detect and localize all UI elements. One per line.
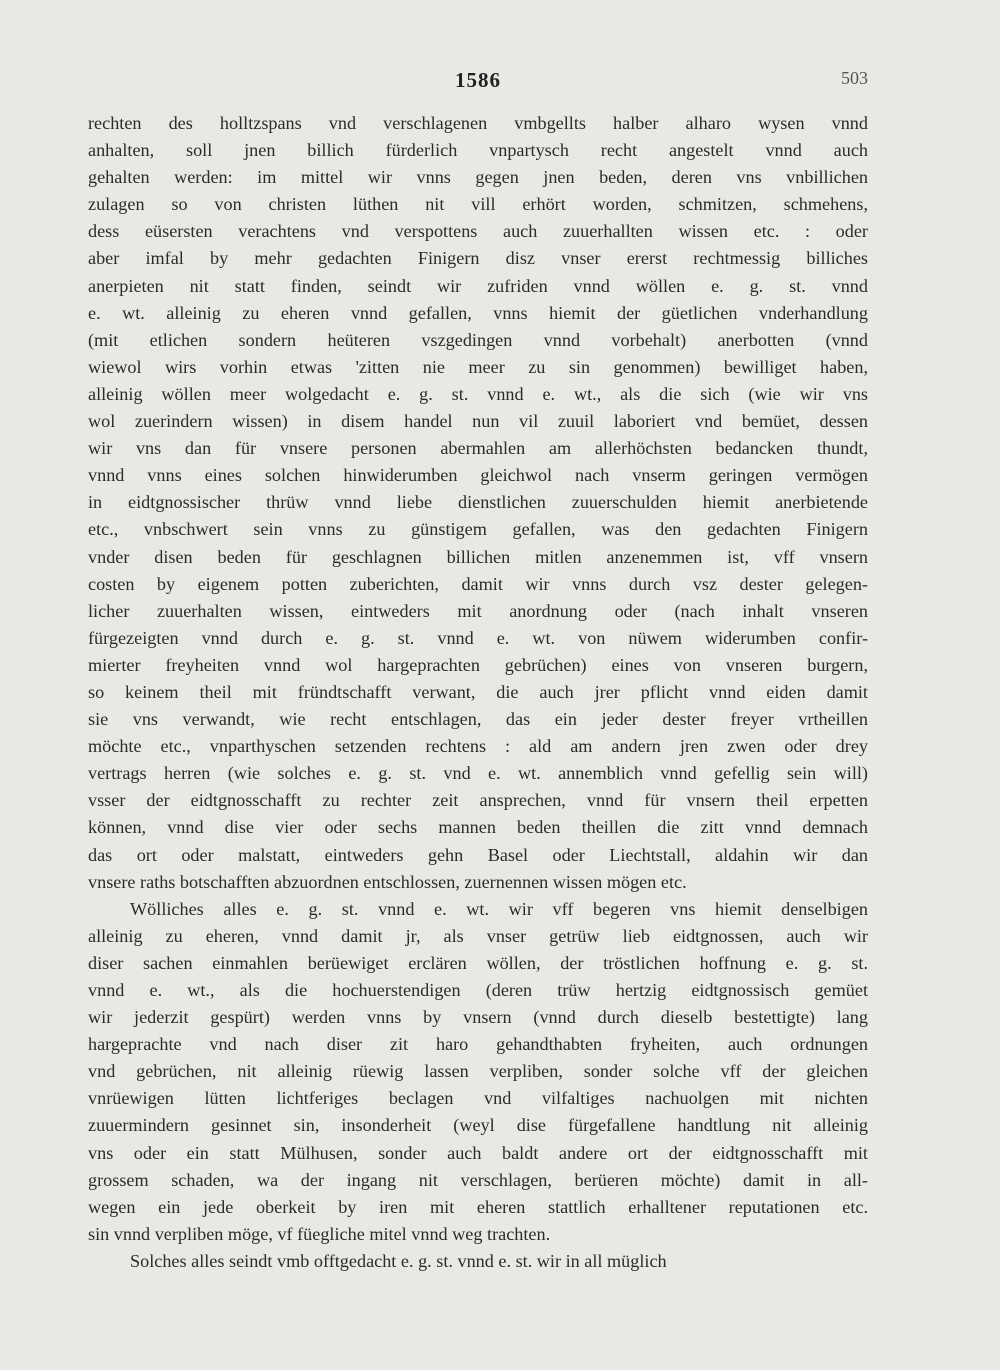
text-line: vnd gebrüchen, nit alleinig rüewig lassen verpliben, sonder solche vff der gleichen bbox=[88, 1061, 868, 1082]
text-line: sin vnnd verpliben möge, vf füegliche mitel vnnd weg trachten. bbox=[88, 1223, 551, 1244]
text-line: fürgezeigten vnnd durch e. g. st. vnnd e. wt. von nüwem widerumben confir- bbox=[88, 627, 868, 648]
text-line: vnder disen beden für geschlagnen billichen mitlen anzenemmen ist, vff vnsern bbox=[88, 546, 868, 567]
text-line: hargeprachte vnd nach diser zit haro gehandthabten fryheiten, auch ordnungen bbox=[88, 1034, 868, 1055]
text-line: in eidtgnossischer thrüw vnnd liebe dienstlichen zuuerschulden hiemit anerbietende bbox=[88, 492, 868, 513]
text-line: dess eüsersten verachtens vnd verspottens auch zuuerhallten wissen etc. : oder bbox=[88, 221, 868, 242]
body-text bbox=[88, 110, 868, 1275]
text-line: rechten des holltzspans vnd verschlagenen vmbgellts halber alharo wysen vnnd bbox=[88, 113, 868, 133]
text-line: Wölliches alles e. g. st. vnnd e. wt. wir vff begeren vns hiemit denselbigen bbox=[130, 898, 868, 919]
text-line: zulagen so von christen lüthen nit vill erhört worden, schmitzen, schmehens, bbox=[88, 194, 868, 215]
text-line: costen by eigenem potten zuberichten, damit wir vnns durch vsz dester gelegen- bbox=[88, 573, 868, 594]
text-line: vertrags herren (wie solches e. g. st. vnd e. wt. annemblich vnnd gefellig sein will) bbox=[88, 763, 868, 784]
text-line: grossem schaden, wa der ingang nit verschlagen, berüeren möchte) damit in all- bbox=[88, 1169, 868, 1190]
text-line: licher zuuerhalten wissen, eintweders mit anordnung oder (nach inhalt vnseren bbox=[88, 600, 868, 621]
text-line: mierter freyheiten vnnd wol hargeprachten gebrüchen) eines von vnseren burgern, bbox=[88, 654, 868, 675]
text-line: diser sachen einmahlen berüewiget erclären wöllen, der tröstlichen hoffnung e. g. st. bbox=[88, 952, 868, 973]
text-line: wiewol wirs vorhin etwas 'zitten nie meer zu sin genommen) bewilliget haben, bbox=[88, 356, 868, 377]
page-header bbox=[88, 68, 868, 98]
text-line: anhalten, soll jnen billich fürderlich vnpartysch recht angestelt vnnd auch bbox=[88, 140, 868, 161]
text-line: zuuermindern gesinnet sin, insonderheit (weyl dise fürgefallene handtlung nit alleinig bbox=[88, 1115, 868, 1136]
text-line: vnsere raths botschafften abzuordnen entschlossen, zuernennen wissen mögen etc. bbox=[88, 871, 687, 892]
text-line: wir jederzit gespürt) werden vnns by vnsern (vnnd durch dieselb bestettigte) lang bbox=[88, 1007, 868, 1028]
header-year: 1586 bbox=[455, 68, 501, 92]
text-line: gehalten werden: im mittel wir vnns gegen jnen beden, deren vns vnbillichen bbox=[88, 167, 868, 188]
text-line: das ort oder malstatt, eintweders gehn Basel oder Liechtstall, aldahin wir dan bbox=[88, 844, 868, 865]
text-line: etc., vnbschwert sein vnns zu günstigem gefallen, was den gedachten Finigern bbox=[88, 519, 868, 540]
text-line: vsser der eidtgnosschafft zu rechter zeit ansprechen, vnnd für vnsern theil erpetten bbox=[88, 790, 868, 811]
text-line: e. wt. alleinig zu eheren vnnd gefallen, vnns hiemit der güetlichen vnderhandlung bbox=[88, 302, 868, 323]
text-line: so keinem theil mit fründtschafft verwant, die auch jrer pflicht vnnd eiden damit bbox=[88, 681, 868, 702]
text-line: vnnd vnns eines solchen hinwiderumben gleichwol nach vnserm geringen vermögen bbox=[88, 465, 868, 486]
text-line: vnnd e. wt., als die hochuerstendigen (deren trüw hertzig eidtgnossisch gemüet bbox=[88, 980, 868, 1000]
text-line: alleinig zu eheren, vnnd damit jr, als vnser getrüw lieb eidtgnossen, auch wir bbox=[88, 925, 868, 946]
text-line: aber imfal by mehr gedachten Finigern disz vnser ererst rechtmessig billiches bbox=[88, 248, 868, 269]
text-line: möchte etc., vnparthyschen setzenden rechtens : ald am andern jren zwen oder drey bbox=[88, 736, 868, 757]
text-line: wol zuerindern wissen) in disem handel nun vil zuuil laboriert vnd bemüet, dessen bbox=[88, 411, 868, 432]
text-line: sie vns verwandt, wie recht entschlagen, das ein jeder dester freyer vrtheillen bbox=[88, 709, 868, 730]
text-line: wegen ein jede oberkeit by iren mit eheren stattlich erhalltener reputationen etc. bbox=[88, 1196, 868, 1217]
text-line: (mit etlichen sondern heüteren vszgedingen vnnd vorbehalt) anerbotten (vnnd bbox=[88, 329, 868, 350]
page-number: 503 bbox=[841, 68, 868, 88]
text-line: wir vns dan für vnsere personen abermahlen am allerhöchsten bedancken thundt, bbox=[88, 438, 868, 459]
text-line: können, vnnd dise vier oder sechs mannen beden theillen die zitt vnnd demnach bbox=[88, 817, 868, 838]
text-line: Solches alles seindt vmb offtgedacht e. g. st. vnnd e. st. wir in all müglich bbox=[130, 1250, 667, 1271]
text-line: alleinig wöllen meer wolgedacht e. g. st. vnnd e. wt., als die sich (wie wir vns bbox=[88, 383, 868, 404]
text-line: vnrüewigen lütten lichtferiges beclagen vnd vilfaltiges nachuolgen mit nichten bbox=[88, 1088, 868, 1109]
text-line: anerpieten nit statt finden, seindt wir zufriden vnnd wöllen e. g. st. vnnd bbox=[88, 275, 868, 296]
text-line: vns oder ein statt Mülhusen, sonder auch baldt andere ort der eidtgnosschafft mit bbox=[88, 1142, 868, 1163]
